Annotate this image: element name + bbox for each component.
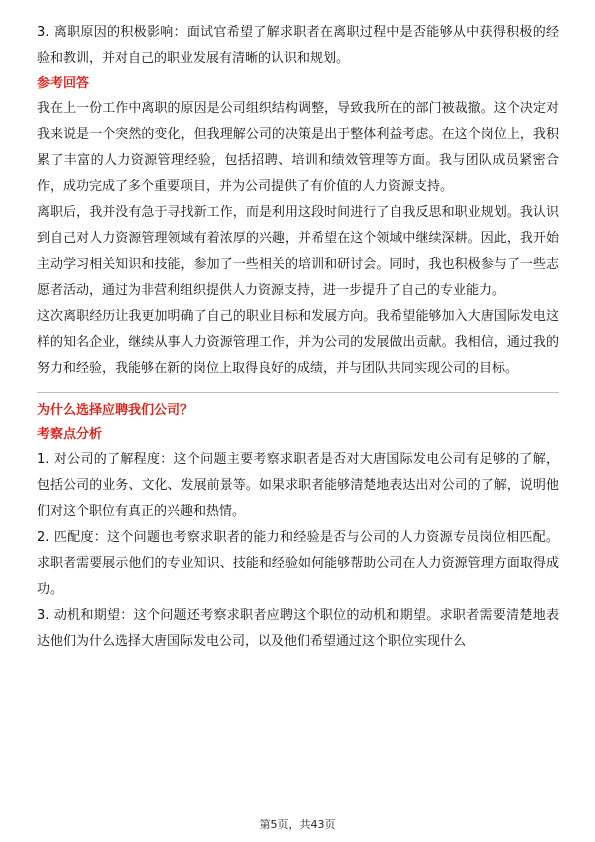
assessment-point-3: 3. 离职原因的积极影响：面试官希望了解求职者在离职过程中是否能够从中获得积极的经验和教训，并对自己的职业发展有清晰的认识和规划。 — [37, 25, 559, 66]
answer-paragraph-1: 我在上一份工作中离职的原因是公司组织结构调整，导致我所在的部门被裁撤。这个决定对我来说是一个突然的变化，但我理解公司的决策是出于整体利益考虑。在这个岗位上，我积累了丰富的人力资源管理经验，包括招聘、培训和绩效管理等方面。我与团队成员紧密合作，成功完成了多个重要项目，并为公司提供了有价值的人力资源支持。 — [37, 101, 559, 194]
page-content — [37, 20, 559, 655]
analysis-point-1: 1. 对公司的了解程度：这个问题主要考察求职者是否对大唐国际发电公司有足够的了解，包括公司的业务、文化、发展前景等。如果求职者能够清楚地表达出对公司的了解，说明他们对这个职位有真正的兴趣和热情。 — [37, 452, 559, 519]
answer-paragraph-2: 离职后，我并没有急于寻找新工作，而是利用这段时间进行了自我反思和职业规划。我认识到自己对人力资源管理领域有着浓厚的兴趣，并希望在这个领域中继续深耕。因此，我开始主动学习相关知识和技能，参加了一些相关的培训和研讨会。同时，我也积极参与了一些志愿者活动，通过为非营利组织提供人力资源支持，进一步提升了自己的专业能力。 — [37, 205, 559, 298]
reference-answer-heading: 参考回答 — [37, 76, 90, 91]
page-number: 第5页，共43页 — [259, 818, 336, 831]
question-heading: 为什么选择应聘我们公司？ — [37, 403, 194, 418]
section-divider — [37, 392, 559, 393]
answer-paragraph-3: 这次离职经历让我更加明确了自己的职业目标和发展方向。我希望能够加入大唐国际发电这样的知名企业，继续从事人力资源管理工作，并为公司的发展做出贡献。我相信，通过我的努力和经验，我能够在新的岗位上取得良好的成绩，并与团队共同实现公司的目标。 — [37, 309, 559, 376]
analysis-point-2: 2. 匹配度：这个问题也考察求职者的能力和经验是否与公司的人力资源专员岗位相匹配。求职者需要展示他们的专业知识、技能和经验如何能够帮助公司在人力资源管理方面取得成功。 — [37, 530, 559, 597]
analysis-point-3: 3. 动机和期望：这个问题还考察求职者应聘这个职位的动机和期望。求职者需要清楚地表达他们为什么选择大唐国际发电公司，以及他们希望通过这个职位实现什么 — [37, 608, 559, 649]
analysis-heading: 考察点分析 — [37, 427, 103, 442]
